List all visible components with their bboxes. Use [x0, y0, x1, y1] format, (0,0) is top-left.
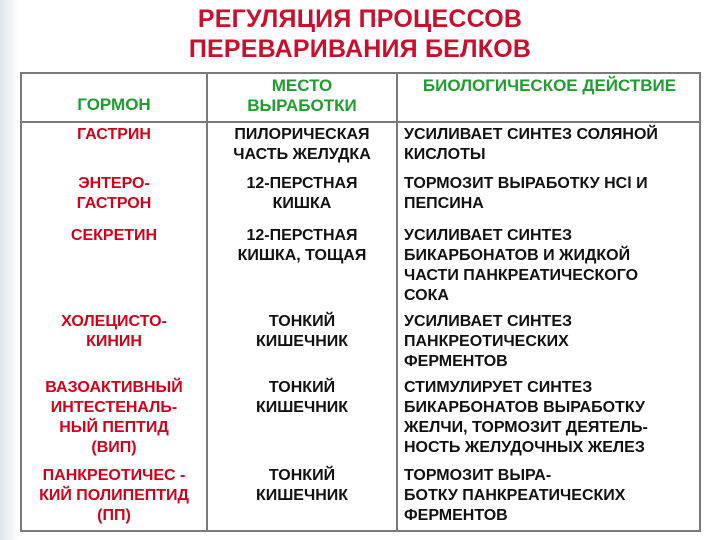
action-cell: ТОРМОЗИТ ВЫРАБОТКУ HCl И ПЕПСИНА: [404, 175, 648, 212]
place-cell: ТОНКИЙ КИШЕЧНИК: [207, 464, 397, 530]
page-title: РЕГУЛЯЦИЯ ПРОЦЕССОВ ПЕРЕВАРИВАНИЯ БЕЛКОВ: [188, 5, 532, 63]
hormone-cell: ХОЛЕЦИСТО- КИНИН: [22, 310, 207, 376]
hormone-table: [20, 72, 701, 532]
table-row: [22, 172, 699, 224]
table-row: [22, 122, 699, 172]
hormone-table-grid: [22, 74, 699, 530]
table-row: [22, 464, 699, 530]
hormone-cell: ВАЗОАКТИВНЫЙ ИНТЕСТЕНАЛЬ- НЫЙ ПЕПТИД (ВИП): [22, 376, 207, 464]
action-cell: УСИЛИВАЕТ СИНТЕЗ СОЛЯНОЙ КИСЛОТЫ: [404, 126, 658, 163]
action-cell: СТИМУЛИРУЕТ СИНТЕЗ БИКАРБОНАТОВ ВЫРАБОТКУ ЖЕЛЧИ, ТОРМОЗИТ ДЕЯТЕЛЬ- НОСТЬ ЖЕЛУДОЧНЫХ ЖЕЛЕЗ: [404, 379, 648, 456]
place-cell: ТОНКИЙ КИШЕЧНИК: [207, 376, 397, 464]
place-cell: ПИЛОРИЧЕСКАЯ ЧАСТЬ ЖЕЛУДКА: [207, 122, 397, 172]
action-cell: УСИЛИВАЕТ СИНТЕЗ БИКАРБОНАТОВ И ЖИДКОЙ ЧАСТИ ПАНКРЕАТИЧЕСКОГО СОКА: [404, 227, 639, 304]
table-row: [22, 310, 699, 376]
action-cell: ТОРМОЗИТ ВЫРА- БОТКУ ПАНКРЕАТИЧЕСКИХ ФЕРМЕНТОВ: [404, 467, 626, 524]
table-header-row: [22, 74, 699, 122]
hormone-cell: СЕКРЕТИН: [22, 224, 207, 310]
hormone-cell: ЭНТЕРО- ГАСТРОН: [22, 172, 207, 224]
header-place: МЕСТО ВЫРАБОТКИ: [207, 74, 397, 122]
action-cell: УСИЛИВАЕТ СИНТЕЗ ПАНКРЕОТИЧЕСКИХ ФЕРМЕНТОВ: [404, 313, 573, 370]
place-cell: 12-ПЕРСТНАЯ КИШКА, ТОЩАЯ: [207, 224, 397, 310]
place-cell: ТОНКИЙ КИШЕЧНИК: [207, 310, 397, 376]
place-cell: 12-ПЕРСТНАЯ КИШКА: [207, 172, 397, 224]
left-edge-shade: [0, 0, 18, 540]
header-action: БИОЛОГИЧЕСКОЕ ДЕЙСТВИЕ: [397, 74, 699, 122]
table-row: [22, 376, 699, 464]
hormone-cell: ПАНКРЕОТИЧЕС - КИЙ ПОЛИПЕПТИД (ПП): [22, 464, 207, 530]
hormone-cell: ГАСТРИН: [22, 122, 207, 172]
header-hormone: ГОРМОН: [22, 74, 207, 122]
table-row: [22, 224, 699, 310]
